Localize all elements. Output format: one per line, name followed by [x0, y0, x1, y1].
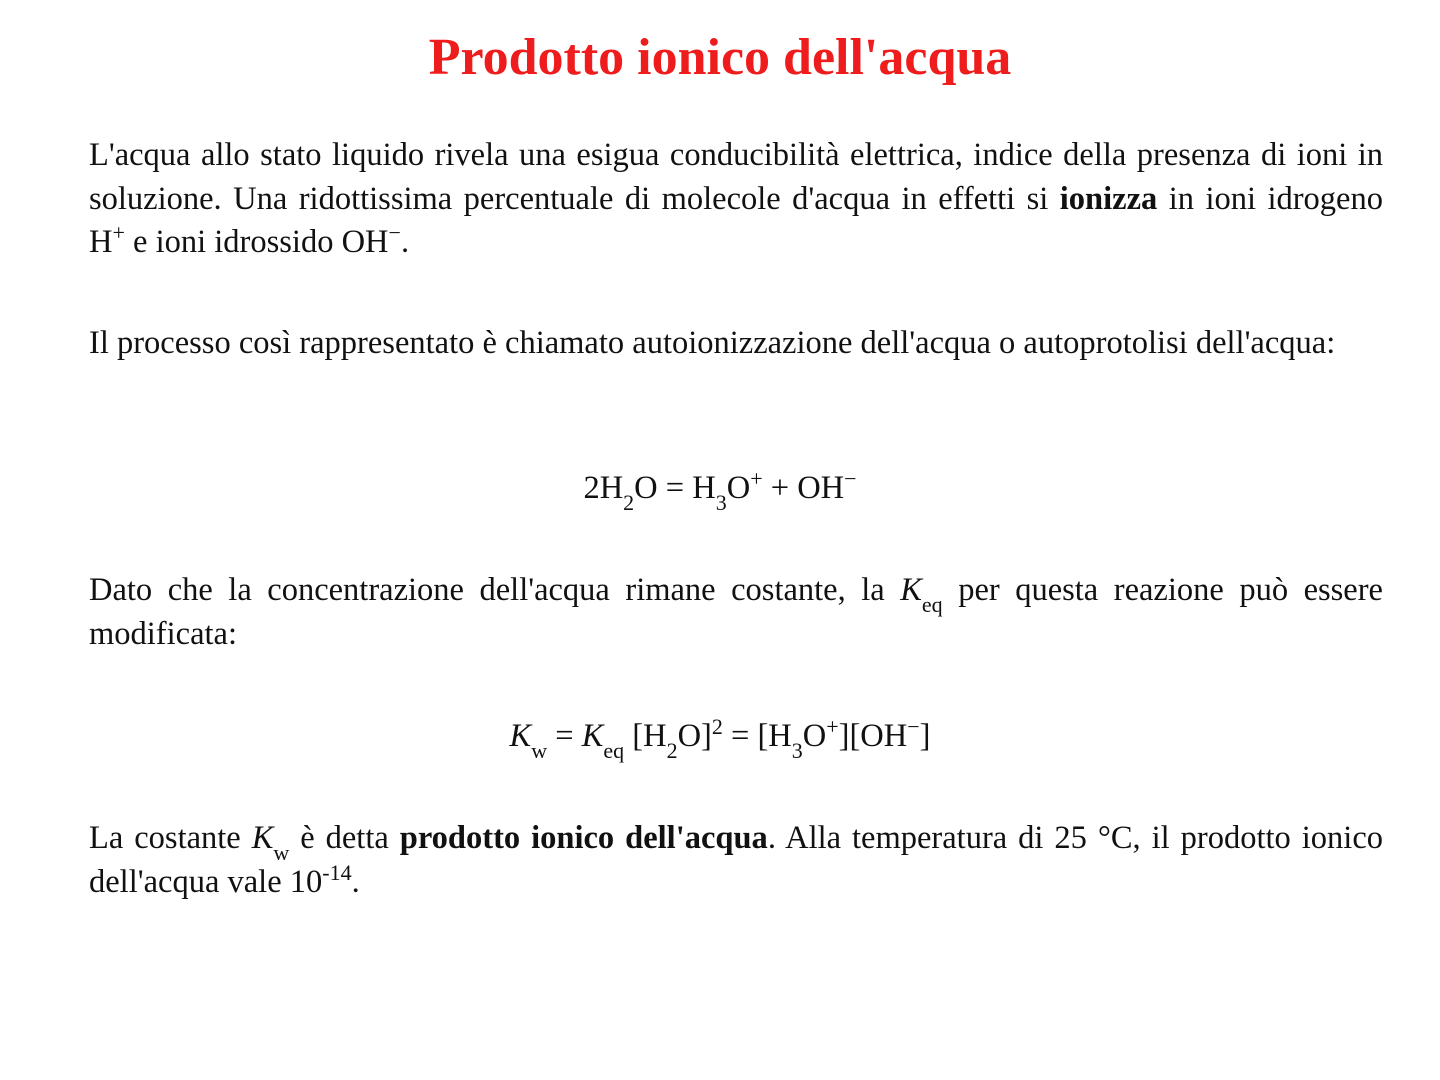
- subscript: w: [273, 840, 290, 865]
- subscript: w: [531, 738, 548, 763]
- superscript: +: [750, 466, 763, 491]
- paragraph-autoionization: [89, 322, 1383, 366]
- equation-text: O: [802, 718, 827, 754]
- paragraph-text: .: [351, 863, 360, 900]
- paragraph-text: . Alla temperatura di 25 °C, il prodotto ionico dell'acqua vale 10: [89, 820, 1384, 900]
- subscript: eq: [921, 592, 943, 617]
- paragraph-ionic-product: [89, 817, 1383, 904]
- equation-text: [H: [624, 718, 667, 754]
- exponent: -14: [322, 859, 352, 885]
- superscript: +: [826, 714, 839, 739]
- paragraph-text: L'acqua allo stato liquido rivela una esigua conducibilità elettrica, indice della presenza di ioni in soluzione. Una ridottissima percentuale di molecole d'acqua in effetti si: [89, 137, 1383, 217]
- superscript: −: [844, 466, 857, 491]
- subscript: 3: [791, 738, 803, 763]
- equation-text: ][OH: [838, 718, 908, 754]
- k-symbol: K: [251, 820, 274, 856]
- k-symbol: K: [509, 718, 532, 754]
- paragraph-text: Dato che la concentrazione dell'acqua rimane costante, la: [89, 572, 901, 608]
- paragraph-text: Il processo così rappresentato è chiamato autoionizzazione dell'acqua o autoprotolisi dell'acqua:: [89, 325, 1336, 361]
- paragraph-text: è detta: [289, 820, 400, 856]
- equation-text: = [H: [722, 718, 792, 754]
- subscript: 3: [715, 490, 727, 515]
- paragraph-text: La costante: [89, 820, 252, 856]
- paragraph-text: per questa reazione può essere modificata:: [89, 572, 1383, 652]
- bold-term-ionizza: ionizza: [1059, 180, 1158, 217]
- equation-text: ]: [919, 718, 931, 754]
- equation-text: O = H: [634, 470, 716, 506]
- paragraph-text: e ioni idrossido OH: [124, 224, 389, 260]
- subscript: eq: [603, 738, 625, 763]
- paragraph-conductivity: [89, 134, 1383, 265]
- superscript: −: [907, 714, 920, 739]
- subscript: 2: [666, 738, 678, 763]
- subscript: 2: [623, 490, 635, 515]
- page-title: Prodotto ionico dell'acqua: [428, 29, 1012, 86]
- paragraph-text: .: [400, 224, 410, 260]
- equation-text: O: [726, 470, 751, 506]
- hydrogen-charge: +: [112, 220, 125, 245]
- equation-autoprotolysis: [0, 466, 1440, 515]
- paragraph-text: in ioni idrogeno H: [89, 180, 1383, 260]
- k-symbol: K: [581, 718, 604, 754]
- equation-text: 2H: [583, 470, 624, 506]
- superscript: 2: [711, 714, 723, 739]
- equation-kw: [0, 714, 1440, 763]
- equation-text: =: [547, 718, 582, 754]
- k-symbol: K: [900, 572, 922, 608]
- paragraph-keq: [89, 569, 1383, 656]
- hydroxide-charge: −: [388, 220, 401, 245]
- equation-text: + OH: [762, 470, 845, 506]
- bold-term-ionic-product: prodotto ionico dell'acqua: [399, 820, 768, 856]
- equation-text: O]: [677, 718, 712, 754]
